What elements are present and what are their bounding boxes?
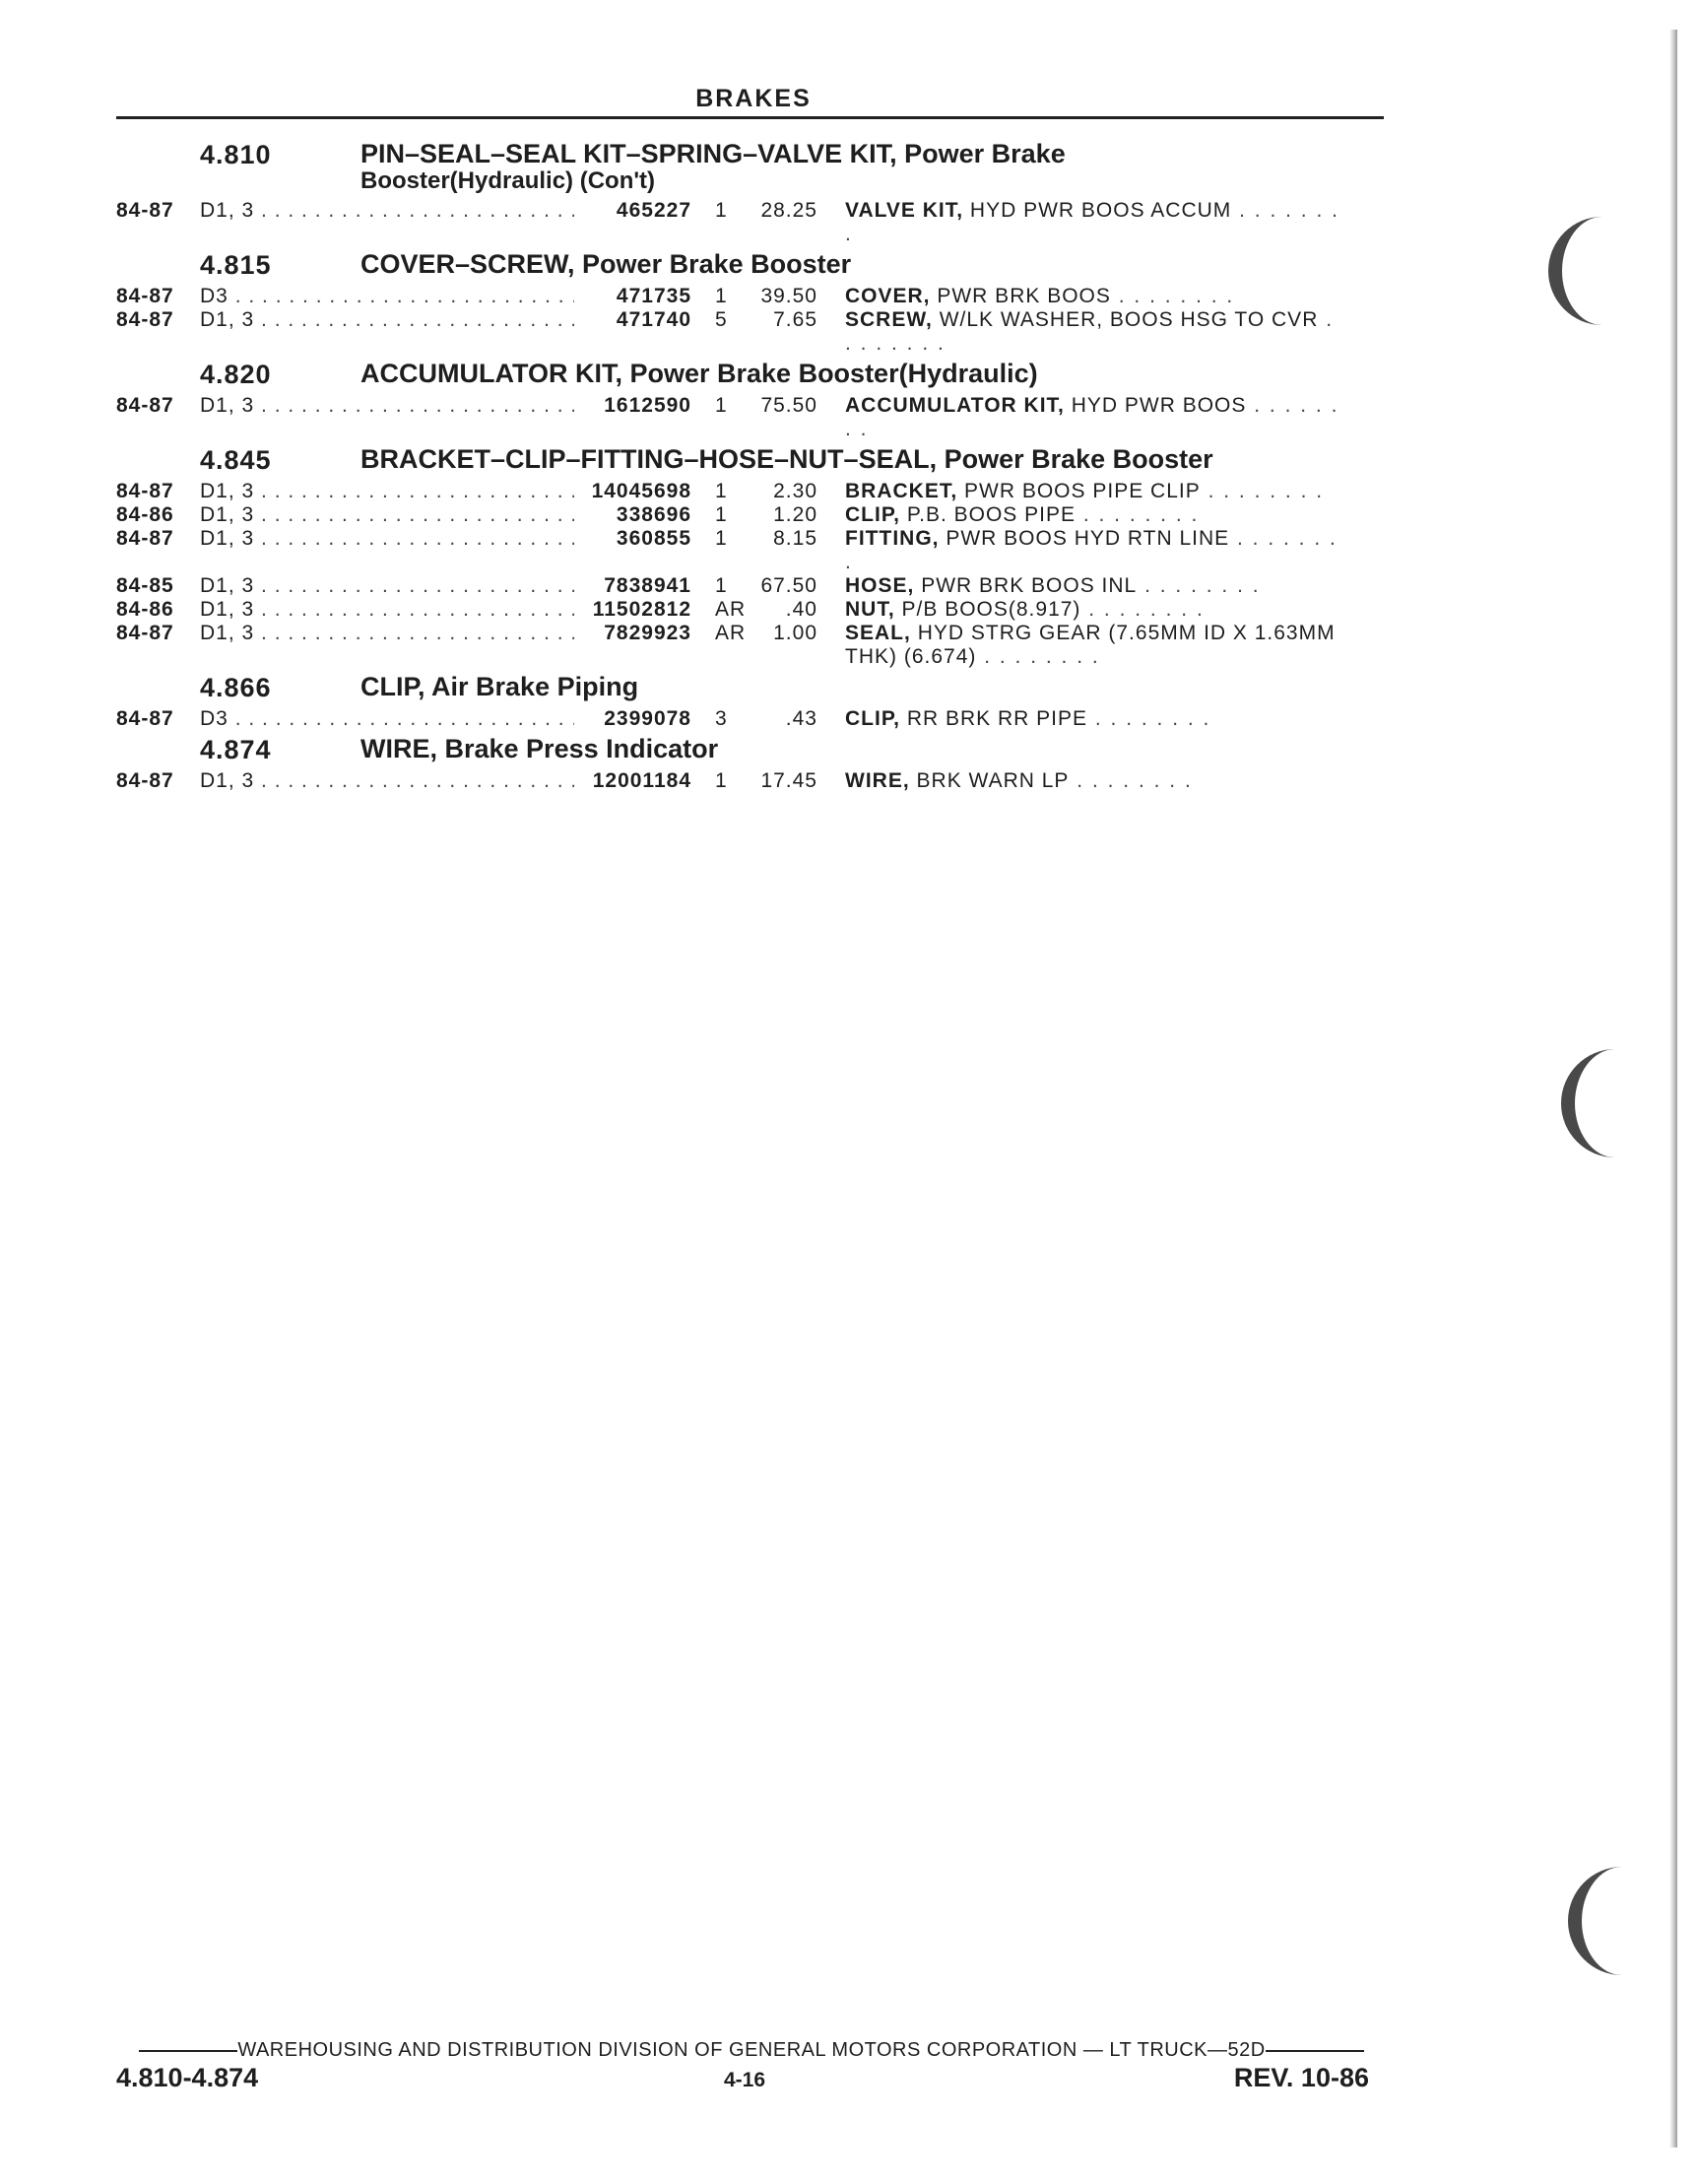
model-years: 84-85 xyxy=(116,574,174,597)
quantity: 5 xyxy=(715,308,728,331)
part-detail: RR BRK RR PIPE xyxy=(906,707,1088,730)
part-group xyxy=(116,731,1387,793)
part-description xyxy=(845,598,1347,622)
leader-dots: . . . . . . . . xyxy=(1069,769,1193,792)
part-description xyxy=(845,707,1347,731)
group-title-text: WIRE, Brake Press Indicator xyxy=(360,734,719,763)
part-group xyxy=(116,136,1387,246)
part-number: 11502812 xyxy=(592,598,691,621)
binder-hole xyxy=(1568,1867,1651,1975)
part-detail: W/LK WASHER, BOOS HSG TO CVR xyxy=(939,308,1319,331)
group-number: 4.845 xyxy=(200,445,272,475)
price: 8.15 xyxy=(773,527,817,550)
group-title-text: BRACKET–CLIP–FITTING–HOSE–NUT–SEAL, Power Brake Booster xyxy=(360,444,1213,474)
engine-code: D3 . . . xyxy=(200,285,574,308)
part-detail: PWR BRK BOOS xyxy=(937,285,1111,307)
model-years: 84-87 xyxy=(116,199,174,222)
group-number: 4.820 xyxy=(200,360,272,389)
part-name: ACCUMULATOR KIT, xyxy=(845,394,1065,417)
group-header xyxy=(116,356,1387,394)
part-description xyxy=(845,769,1347,793)
engine-code: D1, 3 . . . xyxy=(200,622,574,669)
part-description xyxy=(845,308,1347,356)
part-row xyxy=(116,480,1387,503)
part-row xyxy=(116,598,1387,622)
part-row xyxy=(116,527,1387,574)
part-detail: PWR BOOS HYD RTN LINE xyxy=(946,527,1230,550)
engine-code: D1, 3 . . . xyxy=(200,199,574,246)
quantity: 1 xyxy=(715,394,728,417)
group-subtitle: Booster(Hydraulic) (Con't) xyxy=(360,167,656,194)
quantity: 1 xyxy=(715,480,728,502)
part-number: 1612590 xyxy=(604,394,691,417)
part-description xyxy=(845,574,1347,598)
group-header xyxy=(116,441,1387,480)
group-number: 4.874 xyxy=(200,735,272,764)
leader-dots: . . . . . . . . xyxy=(1087,707,1211,730)
part-group xyxy=(116,669,1387,731)
part-detail: BRK WARN LP xyxy=(916,769,1070,792)
part-name: CLIP, xyxy=(845,503,900,526)
part-description xyxy=(845,527,1347,574)
group-title xyxy=(360,360,1038,387)
part-detail: HYD STRG GEAR (7.65MM ID X 1.63MM THK) (6.674) xyxy=(845,622,1336,668)
page-edge-shadow xyxy=(1669,30,1677,2148)
group-title xyxy=(360,445,1213,473)
binder-hole xyxy=(1561,1049,1644,1158)
engine-code: D1, 3 . . . xyxy=(200,503,574,527)
part-detail: PWR BOOS PIPE CLIP xyxy=(964,480,1201,502)
group-title-text: CLIP, Air Brake Piping xyxy=(360,672,639,701)
part-group xyxy=(116,246,1387,356)
part-detail: P/B BOOS(8.917) xyxy=(901,598,1081,621)
part-detail: HYD PWR BOOS ACCUM xyxy=(969,199,1232,222)
engine-code: D1, 3 . . . xyxy=(200,574,574,598)
model-years: 84-86 xyxy=(116,503,174,526)
leader-dots: . . . . . . . . xyxy=(1137,574,1261,597)
model-years: 84-87 xyxy=(116,308,174,331)
group-header xyxy=(116,669,1387,707)
price: 1.00 xyxy=(773,622,817,644)
part-name: FITTING, xyxy=(845,527,940,550)
leader-dots: . . . . . . . . xyxy=(845,308,1335,355)
part-row xyxy=(116,769,1387,793)
part-description xyxy=(845,285,1347,308)
part-name: NUT, xyxy=(845,598,895,621)
part-group xyxy=(116,441,1387,669)
quantity: 1 xyxy=(715,503,728,526)
group-header xyxy=(116,246,1387,285)
part-number: 471740 xyxy=(616,308,691,331)
price: 2.30 xyxy=(773,480,817,502)
part-description xyxy=(845,480,1347,503)
group-number: 4.815 xyxy=(200,250,272,280)
price: 39.50 xyxy=(760,285,817,307)
group-title-text: ACCUMULATOR KIT, Power Brake Booster(Hydraulic) xyxy=(360,359,1038,388)
part-number: 7838941 xyxy=(604,574,691,597)
engine-code: D1, 3 . . . xyxy=(200,598,574,622)
leader-dots: . . . . . . . . xyxy=(845,394,1339,440)
group-title-text: PIN–SEAL–SEAL KIT–SPRING–VALVE KIT, Power Brake xyxy=(360,139,1066,168)
part-description xyxy=(845,622,1347,669)
part-number: 360855 xyxy=(616,527,691,550)
part-name: SEAL, xyxy=(845,622,911,644)
group-title xyxy=(360,735,718,762)
group-title-text: COVER–SCREW, Power Brake Booster xyxy=(360,249,852,279)
header-rule xyxy=(116,116,1384,119)
model-years: 84-87 xyxy=(116,285,174,307)
quantity: 1 xyxy=(715,199,728,222)
price: .43 xyxy=(785,707,817,730)
price: 75.50 xyxy=(760,394,817,417)
part-number: 2399078 xyxy=(604,707,691,730)
part-name: BRACKET, xyxy=(845,480,958,502)
engine-code: D1, 3 . . . xyxy=(200,480,574,503)
group-title xyxy=(360,140,1066,195)
leader-dots: . . . . . . . . xyxy=(1080,598,1205,621)
footer-rule-right xyxy=(1266,2050,1364,2052)
part-group xyxy=(116,356,1387,441)
group-number: 4.866 xyxy=(200,673,272,702)
part-name: HOSE, xyxy=(845,574,915,597)
price: 17.45 xyxy=(760,769,817,792)
part-row xyxy=(116,574,1387,598)
part-name: WIRE, xyxy=(845,769,910,792)
footer-page-number: 4-16 xyxy=(724,2069,766,2091)
leader-dots: . . . . . . . . xyxy=(845,527,1338,573)
quantity: 1 xyxy=(715,574,728,597)
model-years: 84-87 xyxy=(116,622,174,644)
section-title: BRAKES xyxy=(695,85,812,112)
part-detail: PWR BRK BOOS INL xyxy=(921,574,1138,597)
part-name: CLIP, xyxy=(845,707,900,730)
model-years: 84-87 xyxy=(116,394,174,417)
engine-code: D1, 3 . . . xyxy=(200,769,574,793)
part-number: 471735 xyxy=(616,285,691,307)
binder-hole xyxy=(1548,217,1631,325)
part-row xyxy=(116,308,1387,356)
part-row xyxy=(116,394,1387,441)
part-row xyxy=(116,622,1387,669)
group-header xyxy=(116,731,1387,769)
leader-dots: . . . . . . . . xyxy=(1200,480,1325,502)
leader-dots: . . . . . . . . xyxy=(1110,285,1235,307)
part-row xyxy=(116,199,1387,246)
model-years: 84-87 xyxy=(116,480,174,502)
quantity: 1 xyxy=(715,527,728,550)
quantity: 3 xyxy=(715,707,728,730)
part-name: VALVE KIT, xyxy=(845,199,964,222)
footer-group-range: 4.810-4.874 xyxy=(116,2063,259,2092)
quantity: 1 xyxy=(715,285,728,307)
price: 1.20 xyxy=(773,503,817,526)
engine-code: D1, 3 . . . xyxy=(200,308,574,356)
group-header xyxy=(116,136,1387,199)
footer-division-line xyxy=(116,2039,1387,2062)
leader-dots: . . . . . . . . xyxy=(1076,503,1200,526)
part-number: 14045698 xyxy=(591,480,691,502)
engine-code: D3 . . . xyxy=(200,707,574,731)
model-years: 84-87 xyxy=(116,527,174,550)
quantity: AR xyxy=(715,598,747,621)
price: 67.50 xyxy=(760,574,817,597)
leader-dots: . . . . . . . . xyxy=(845,199,1339,245)
part-description xyxy=(845,503,1347,527)
part-row xyxy=(116,503,1387,527)
parts-list xyxy=(116,136,1387,793)
price: .40 xyxy=(785,598,817,621)
group-title xyxy=(360,250,851,278)
group-title xyxy=(360,673,638,700)
part-description xyxy=(845,394,1347,441)
quantity: AR xyxy=(715,622,747,644)
footer-rule-left xyxy=(139,2050,237,2052)
quantity: 1 xyxy=(715,769,728,792)
part-row xyxy=(116,285,1387,308)
leader-dots: . . . . . . . . xyxy=(976,645,1100,668)
part-row xyxy=(116,707,1387,731)
part-number: 7829923 xyxy=(604,622,691,644)
part-number: 12001184 xyxy=(592,769,691,792)
footer-revision: REV. 10-86 xyxy=(1233,2063,1369,2092)
model-years: 84-87 xyxy=(116,769,174,792)
part-name: SCREW, xyxy=(845,308,933,331)
part-detail: P.B. BOOS PIPE xyxy=(906,503,1076,526)
part-detail: HYD PWR BOOS xyxy=(1071,394,1247,417)
price: 7.65 xyxy=(773,308,817,331)
part-number: 338696 xyxy=(616,503,691,526)
engine-code: D1, 3 . . . xyxy=(200,394,574,441)
part-number: 465227 xyxy=(616,199,691,222)
footer-division: WAREHOUSING AND DISTRIBUTION DIVISION OF GENERAL MOTORS CORPORATION — LT TRUCK—52D xyxy=(237,2039,1266,2061)
model-years: 84-87 xyxy=(116,707,174,730)
price: 28.25 xyxy=(760,199,817,222)
part-description xyxy=(845,199,1347,246)
engine-code: D1, 3 . . . xyxy=(200,527,574,574)
part-name: COVER, xyxy=(845,285,931,307)
group-number: 4.810 xyxy=(200,140,272,169)
model-years: 84-86 xyxy=(116,598,174,621)
